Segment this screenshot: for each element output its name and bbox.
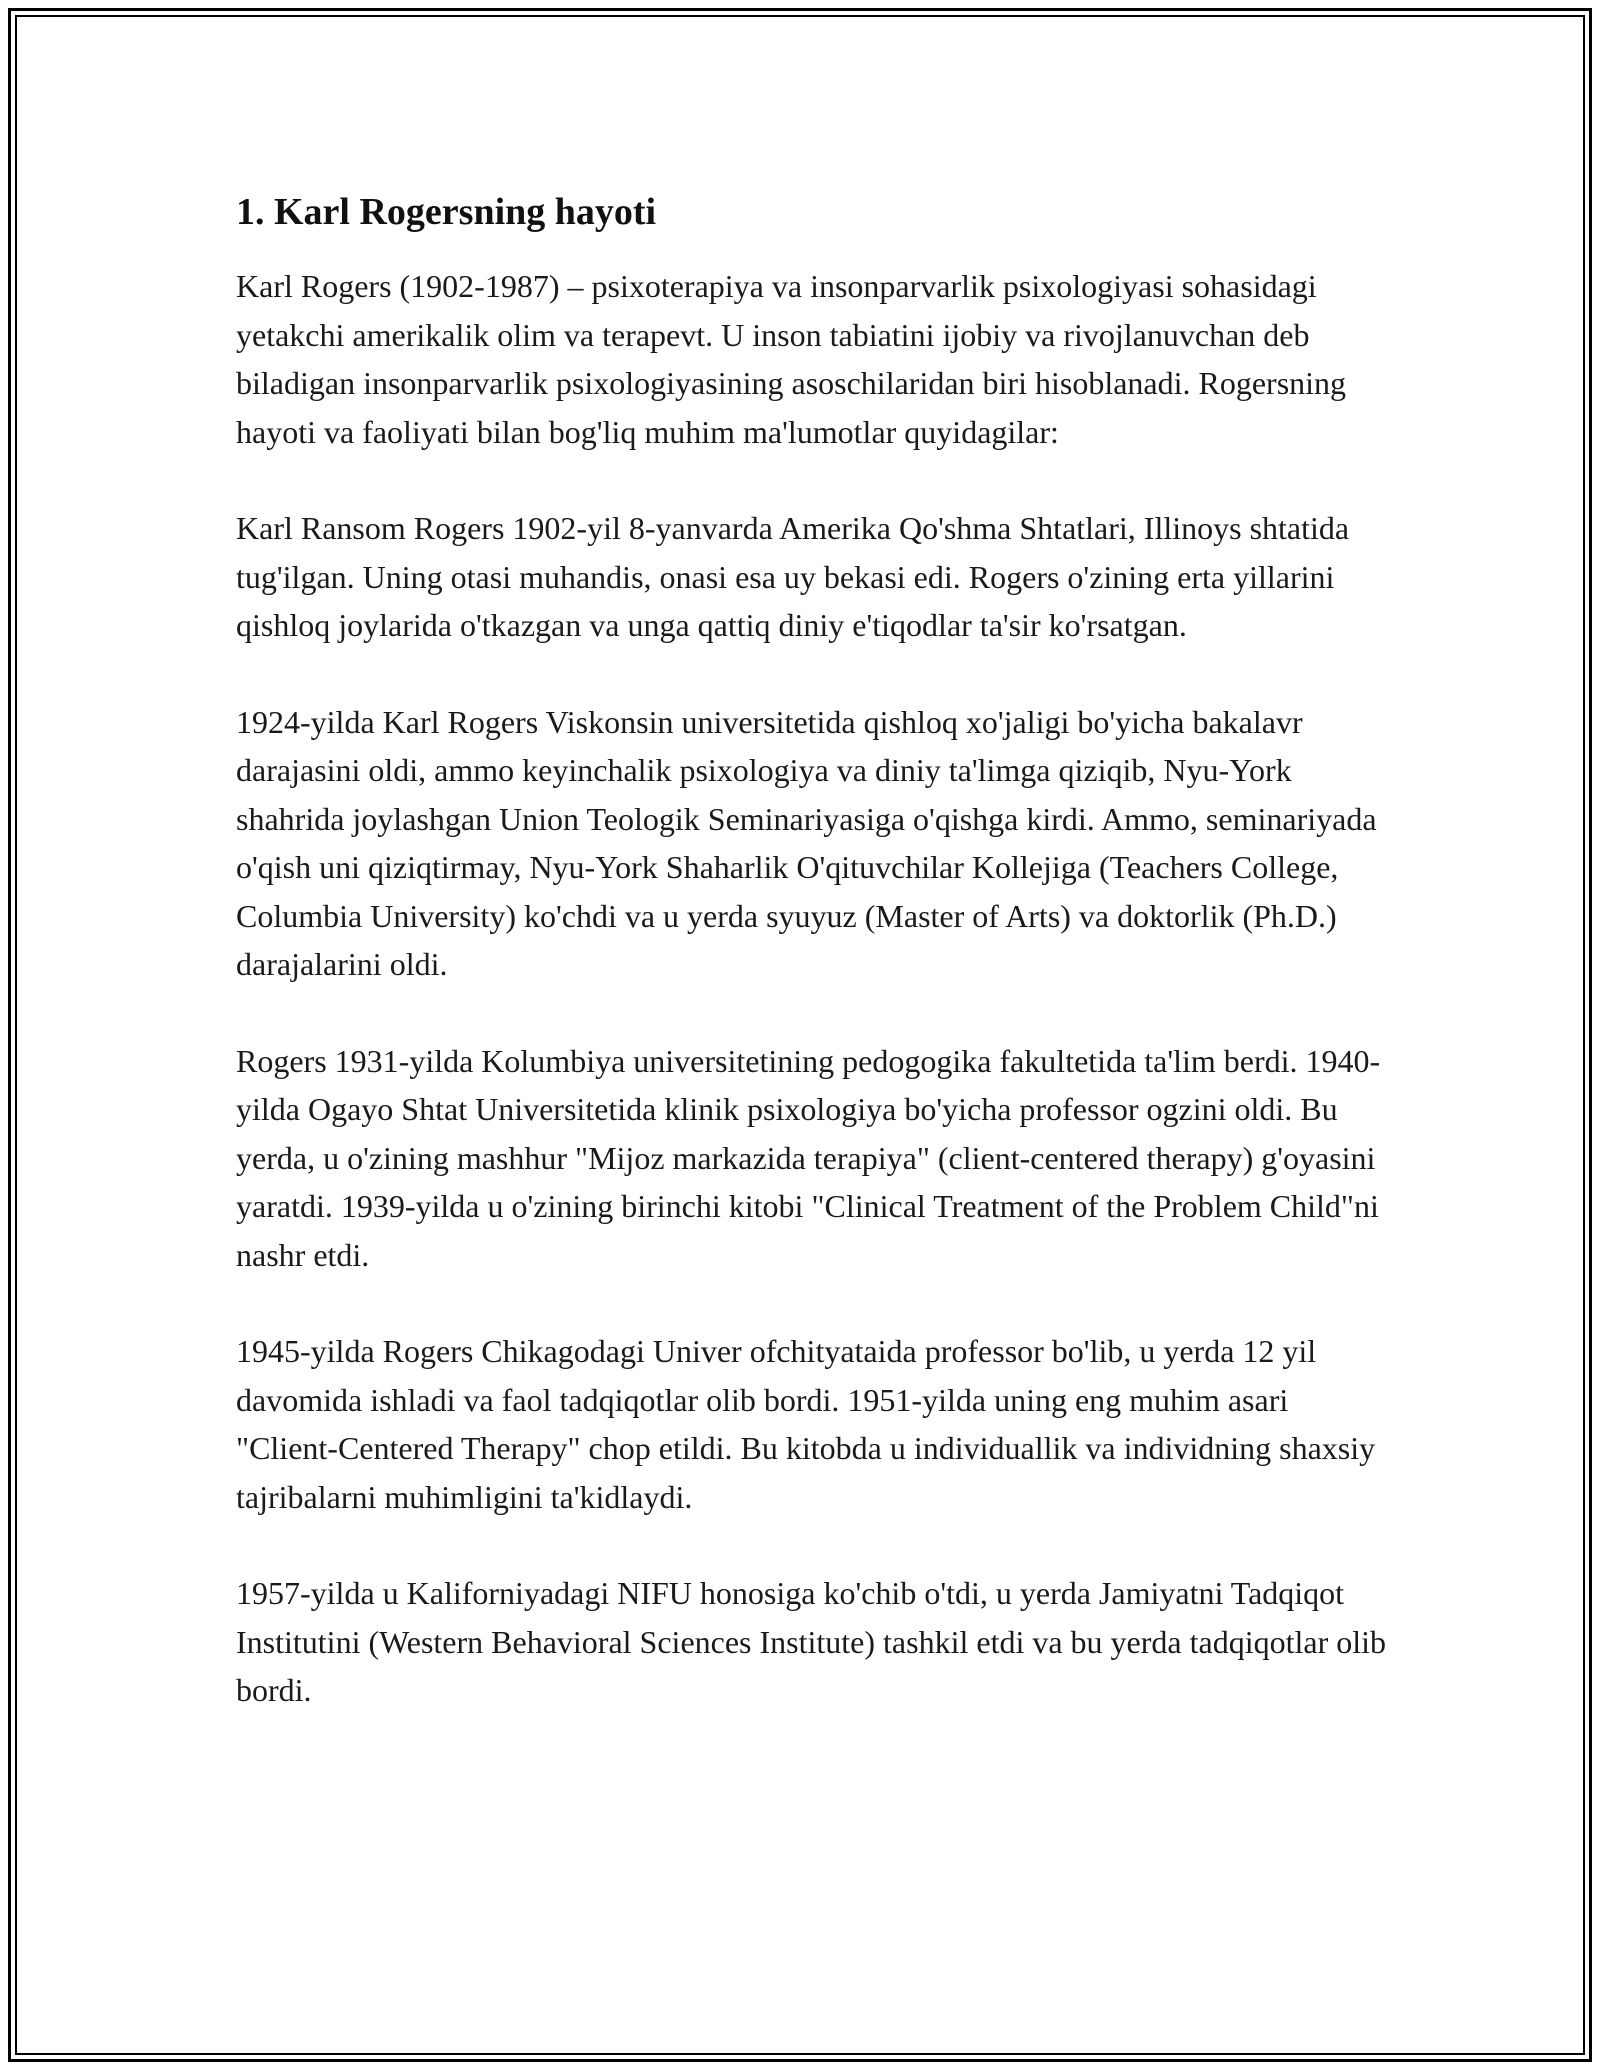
section-heading: 1. Karl Rogersning hayoti xyxy=(236,191,657,233)
paragraph-career-1945: 1945-yilda Rogers Chikagodagi Univer ofchityataida professor bo'lib, u yerda 12 yil davomida ishladi va faol tadqiqotlar olib bordi. 1951-yilda uning eng muhim asari "Client-Centered Therapy" chop etildi. Bu kitobda u individuallik va individning shaxsiy tajribalarni muhimligini ta'kidlaydi. xyxy=(236,1333,1376,1515)
document-body xyxy=(236,188,1386,1763)
paragraph-intro: Karl Rogers (1902-1987) – psixoterapiya va insonparvarlik psixologiyasi sohasidagi yetakchi amerikalik olim va terapevt. U inson tabiatini ijobiy va rivojlanuvchan deb biladigan insonparvarlik psixologiyasining asoschilaridan biri hisoblanadi. Rogersning hayoti va faoliyati bilan bog'liq muhim ma'lumotlar quyidagilar: xyxy=(236,268,1347,450)
paragraph-career-1957: 1957-yilda u Kaliforniyadagi NIFU honosiga ko'chib o'tdi, u yerda Jamiyatni Tadqiqot Institutini (Western Behavioral Sciences Institute) tashkil etdi va bu yerda tadqiqotlar olib bordi. xyxy=(236,1575,1387,1708)
paragraph-birth: Karl Ransom Rogers 1902-yil 8-yanvarda Amerika Qo'shma Shtatlari, Illinoys shtatida tug'ilgan. Uning otasi muhandis, onasi esa uy bekasi edi. Rogers o'zining erta yillarini qishloq joylarida o'tkazgan va unga qattiq diniy e'tiqodlar ta'sir ko'rsatgan. xyxy=(236,510,1350,643)
paragraph-education: 1924-yilda Karl Rogers Viskonsin universitetida qishloq xo'jaligi bo'yicha bakalavr darajasini oldi, ammo keyinchalik psixologiya va diniy ta'limga qiziqib, Nyu-York shahrida joylashgan Union Teologik Seminariyasiga o'qishga kirdi. Ammo, seminariyada o'qish uni qiziqtirmay, Nyu-York Shaharlik O'qituvchilar Kollejiga (Teachers College, Columbia University) ko'chdi va u yerda syuyuz (Master of Arts) va doktorlik (Ph.D.) darajalarini oldi. xyxy=(236,703,1377,982)
paragraph-career-1931: Rogers 1931-yilda Kolumbiya universitetining pedogogika fakultetida ta'lim berdi. 1940-yilda Ogayo Shtat Universitetida klinik psixologiya bo'yicha professor ogzini oldi. Bu yerda, u o'zining mashhur "Mijoz markazida terapiya" (client-centered therapy) g'oyasini yaratdi. 1939-yilda u o'zining birinchi kitobi "Clinical Treatment of the Problem Child"ni nashr etdi. xyxy=(236,1042,1381,1273)
